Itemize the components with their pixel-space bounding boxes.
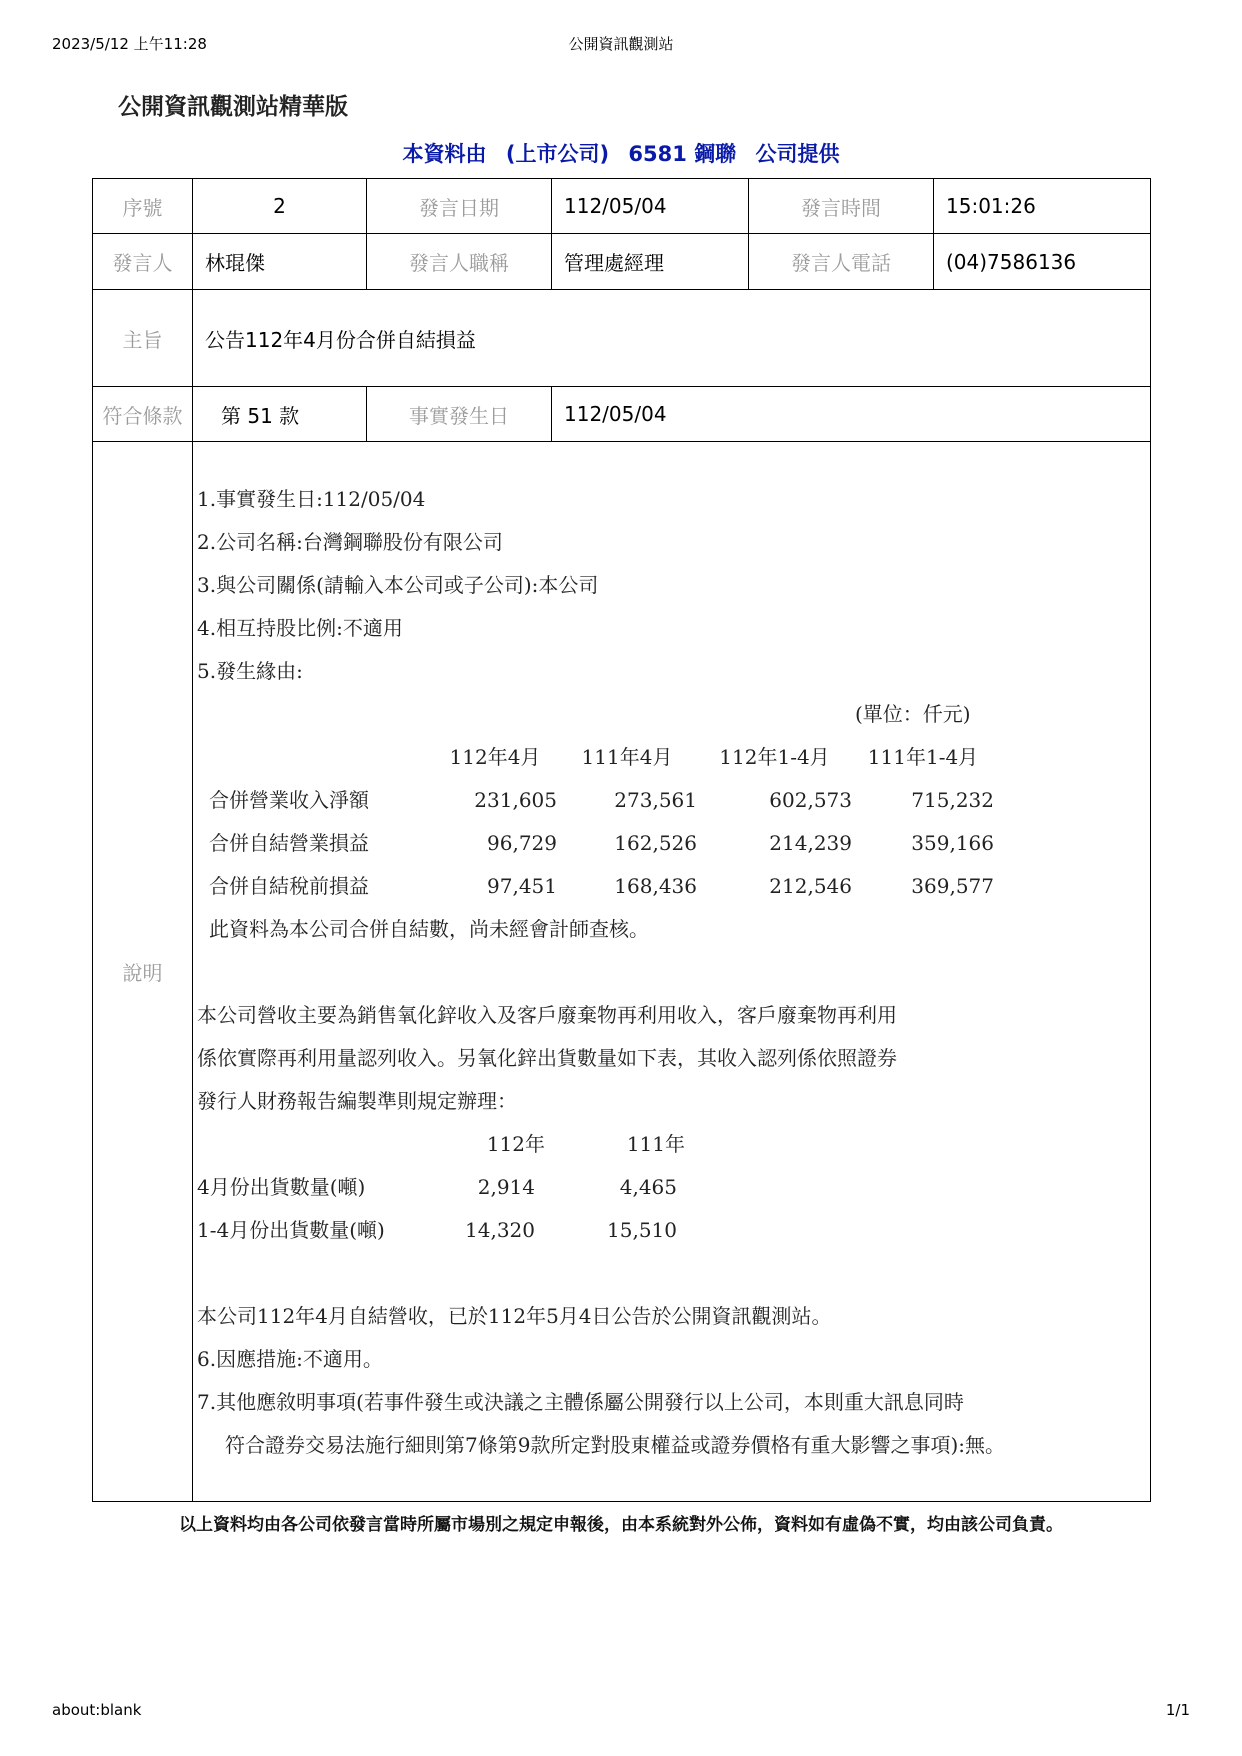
- provider-prefix: 本資料由: [402, 142, 487, 166]
- fin-cell: 602,573: [769, 788, 852, 812]
- ship-cell: 4,465: [619, 1175, 677, 1199]
- desc-line: 3.與公司關係(請輸入本公司或子公司):本公司: [197, 573, 599, 597]
- disclaimer: 以上資料均由各公司依發言當時所屬市場別之規定申報後，由本系統對外公佈，資料如有虛偽不實，均由該公司負責。: [179, 1515, 1063, 1535]
- desc-line: 2.公司名稱:台灣鋼聯股份有限公司: [197, 530, 503, 554]
- phone-label: 發言人電話: [749, 234, 934, 290]
- ship-row: [197, 1166, 1150, 1209]
- desc-line: 1.事實發生日:112/05/04: [197, 487, 426, 511]
- print-url: about:blank: [52, 1701, 142, 1719]
- ship-header-row: [197, 1123, 1150, 1166]
- fin-row: [197, 865, 1150, 908]
- provider-market: (上市公司): [505, 142, 610, 166]
- print-page-number: 1/1: [1165, 1701, 1190, 1719]
- item-7: 7.其他應敘明事項(若事件發生或決議之主體係屬公開發行以上公司，本則重大訊息同時: [197, 1390, 964, 1414]
- ship-header: 111年: [626, 1132, 685, 1156]
- fin-cell: 168,436: [614, 874, 697, 898]
- subject-label: 主旨: [93, 290, 193, 387]
- audit-note: 此資料為本公司合併自結數，尚未經會計師查核。: [209, 917, 649, 941]
- ship-header: 112年: [486, 1132, 545, 1156]
- announcement-table: [92, 178, 1151, 1502]
- desc-line: 4.相互持股比例:不適用: [197, 616, 403, 640]
- time-value: 15:01:26: [934, 179, 1151, 234]
- row-basic: [93, 179, 1151, 234]
- clause-value: 第 51 款: [193, 387, 367, 442]
- event-date-value: 112/05/04: [552, 387, 1151, 442]
- speaker-title-value: 管理處經理: [552, 234, 749, 290]
- fin-header: 112年4月: [449, 745, 541, 769]
- speaker-value: 林琨傑: [193, 234, 367, 290]
- fin-row-label: 合併自結稅前損益: [209, 874, 369, 898]
- fin-header: 111年4月: [581, 745, 673, 769]
- ship-cell: 15,510: [607, 1218, 677, 1242]
- seq-label: 序號: [93, 179, 193, 234]
- fin-row-label: 合併營業收入淨額: [209, 788, 369, 812]
- row-subject: [93, 290, 1151, 387]
- fin-cell: 162,526: [614, 831, 697, 855]
- fin-cell: 231,605: [474, 788, 557, 812]
- fin-cell: 212,546: [769, 874, 852, 898]
- fin-cell: 214,239: [769, 831, 852, 855]
- fin-cell: 715,232: [911, 788, 994, 812]
- phone-value: (04)7586136: [934, 234, 1151, 290]
- print-page-title: 公開資訊觀測站: [568, 35, 674, 53]
- para-line: 本公司營收主要為銷售氧化鋅收入及客戶廢棄物再利用收入，客戶廢棄物再利用: [197, 1003, 897, 1027]
- fin-cell: 273,561: [614, 788, 697, 812]
- date-value: 112/05/04: [552, 179, 749, 234]
- fin-cell: 359,166: [911, 831, 994, 855]
- row-clause: [93, 387, 1151, 442]
- fin-cell: 369,577: [911, 874, 994, 898]
- row-description: [93, 442, 1151, 1502]
- seq-value: 2: [193, 179, 367, 234]
- fin-cell: 97,451: [487, 874, 557, 898]
- item-7-cont: 符合證券交易法施行細則第7條第9款所定對股東權益或證券價格有重大影響之事項):無。: [225, 1433, 1005, 1457]
- time-label: 發言時間: [749, 179, 934, 234]
- row-speaker: [93, 234, 1151, 290]
- unit-note: (單位：仟元): [855, 702, 971, 726]
- announce-line: 本公司112年4月自結營收，已於112年5月4日公告於公開資訊觀測站。: [197, 1304, 832, 1328]
- fin-row-label: 合併自結營業損益: [209, 831, 369, 855]
- item-6: 6.因應措施:不適用。: [197, 1347, 383, 1371]
- ship-cell: 2,914: [477, 1175, 535, 1199]
- para-line: 發行人財務報告編製準則規定辦理：: [197, 1089, 517, 1113]
- desc-line: 5.發生緣由:: [197, 659, 303, 683]
- speaker-label: 發言人: [93, 234, 193, 290]
- clause-label: 符合條款: [93, 387, 193, 442]
- fin-row: [197, 779, 1150, 822]
- ship-row-label: 1-4月份出貨數量(噸): [197, 1218, 385, 1242]
- speaker-title-label: 發言人職稱: [367, 234, 552, 290]
- para-line: 係依實際再利用量認列收入。另氧化鋅出貨數量如下表，其收入認列係依照證券: [197, 1046, 897, 1070]
- provider-company: 6581 鋼聯: [628, 142, 737, 166]
- ship-cell: 14,320: [465, 1218, 535, 1242]
- provider-line: [0, 138, 1242, 168]
- subject-value: 公告112年4月份合併自結損益: [193, 290, 1151, 387]
- fin-header-row: [197, 736, 1150, 779]
- ship-row-label: 4月份出貨數量(噸): [197, 1175, 366, 1199]
- date-label: 發言日期: [367, 179, 552, 234]
- provider-suffix: 公司提供: [755, 142, 840, 166]
- site-title: 公開資訊觀測站精華版: [118, 94, 348, 120]
- desc-label: 說明: [93, 442, 193, 1502]
- desc-body: [193, 442, 1151, 1502]
- fin-row: [197, 822, 1150, 865]
- fin-header: 111年1-4月: [867, 745, 979, 769]
- fin-cell: 96,729: [487, 831, 557, 855]
- fin-header: 112年1-4月: [719, 745, 830, 769]
- event-date-label: 事實發生日: [367, 387, 552, 442]
- print-header: [52, 33, 1190, 57]
- print-timestamp: 2023/5/12 上午11:28: [52, 35, 207, 53]
- ship-row: [197, 1209, 1150, 1252]
